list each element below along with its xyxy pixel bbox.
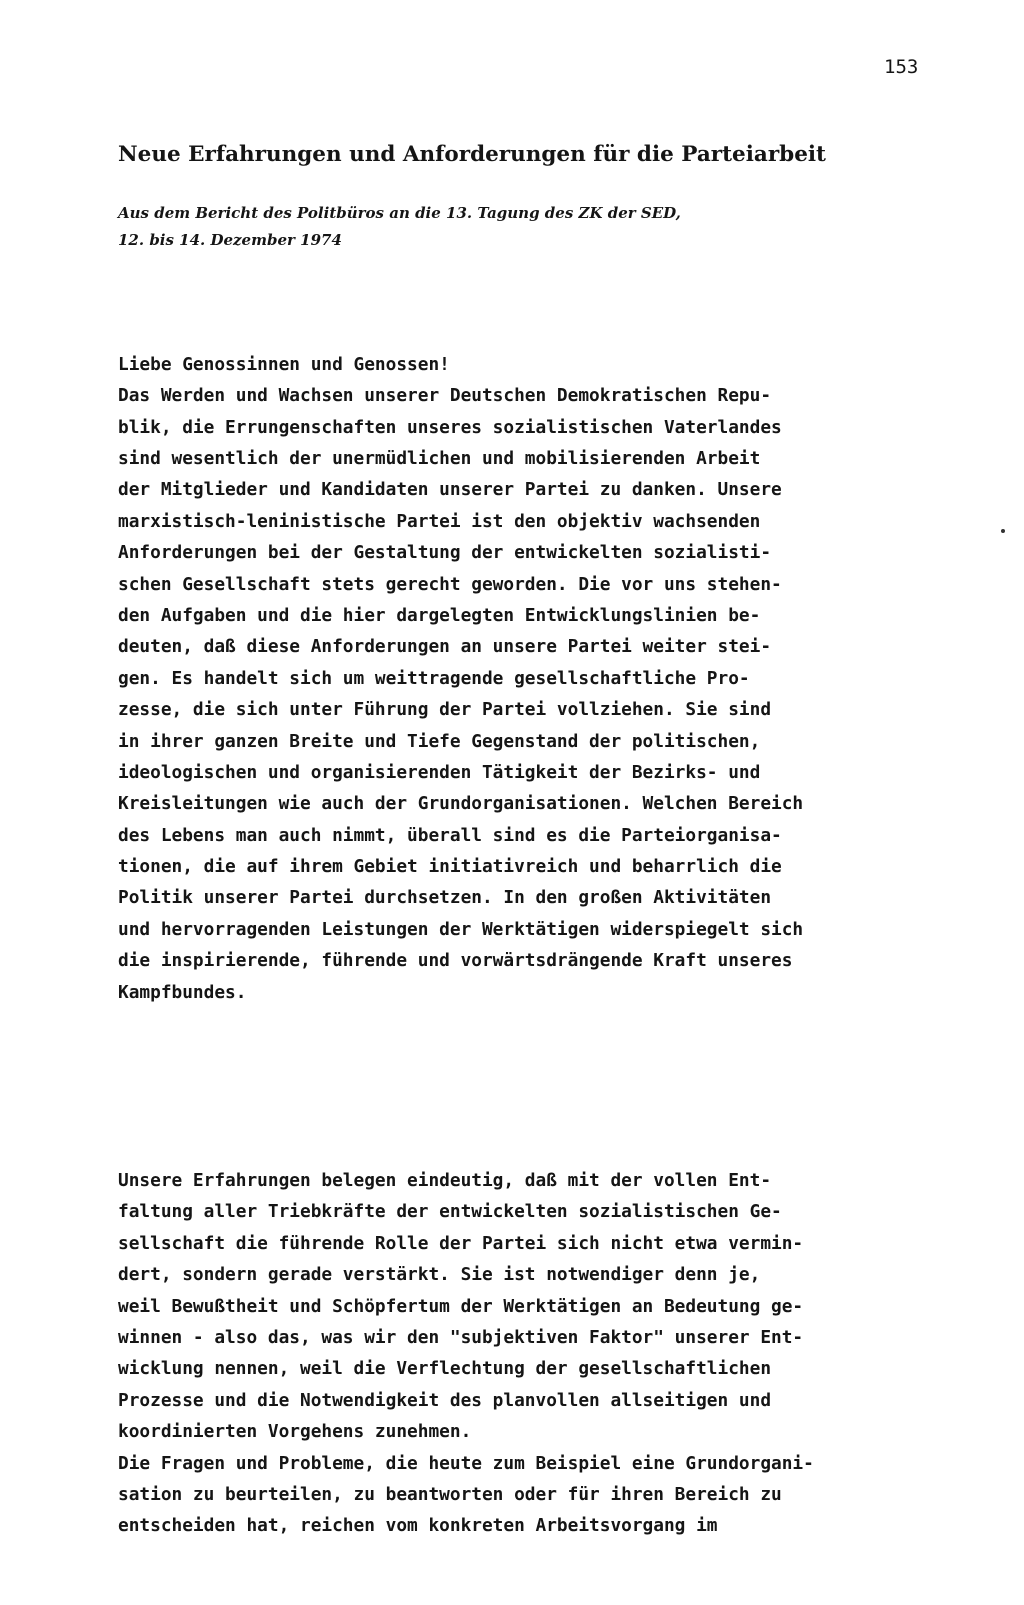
- text-line: in ihrer ganzen Breite und Tiefe Gegenstand der politischen,: [118, 730, 761, 752]
- text-line: weil Bewußtheit und Schöpfertum der Werktätigen an Bedeutung ge-: [118, 1295, 804, 1317]
- text-line: blik, die Errungenschaften unseres sozialistischen Vaterlandes: [118, 416, 782, 438]
- text-line: Die Fragen und Probleme, die heute zum Beispiel eine Grundorgani-: [118, 1452, 814, 1474]
- paragraph-2: [118, 1165, 814, 1542]
- page-title: Neue Erfahrungen und Anforderungen für die Parteiarbeit: [118, 142, 826, 167]
- paragraph-1: [118, 349, 814, 1008]
- body-text: [118, 286, 814, 1605]
- text-line: Liebe Genossinnen und Genossen!: [118, 353, 450, 375]
- text-line: den Aufgaben und die hier dargelegten Entwicklungslinien be-: [118, 604, 761, 626]
- text-line: entscheiden hat, reichen vom konkreten Arbeitsvorgang im: [118, 1515, 718, 1537]
- page-number: 153: [884, 56, 919, 78]
- text-line: sind wesentlich der unermüdlichen und mobilisierenden Arbeit: [118, 447, 761, 469]
- text-line: faltung aller Triebkräfte der entwickelten sozialistischen Ge-: [118, 1201, 782, 1223]
- text-line: sation zu beurteilen, zu beantworten oder für ihren Bereich zu: [118, 1483, 782, 1505]
- text-line: des Lebens man auch nimmt, überall sind es die Parteiorganisa-: [118, 824, 782, 846]
- subtitle-line: 12. bis 14. Dezember 1974: [118, 231, 342, 249]
- text-line: marxistisch-leninistische Partei ist den objektiv wachsenden: [118, 510, 761, 532]
- subtitle-line: Aus dem Bericht des Politbüros an die 13. Tagung des ZK der SED,: [118, 204, 681, 222]
- text-line: koordinierten Vorgehens zunehmen.: [118, 1421, 472, 1443]
- text-line: Das Werden und Wachsen unserer Deutschen Demokratischen Repu-: [118, 385, 772, 407]
- text-line: dert, sondern gerade verstärkt. Sie ist notwendiger denn je,: [118, 1264, 761, 1286]
- scan-speck: [1001, 529, 1005, 533]
- text-line: Anforderungen bei der Gestaltung der entwickelten sozialisti-: [118, 542, 772, 564]
- subtitle: [118, 200, 681, 254]
- text-line: zesse, die sich unter Führung der Partei vollziehen. Sie sind: [118, 699, 772, 721]
- text-line: deuten, daß diese Anforderungen an unsere Partei weiter stei-: [118, 636, 772, 658]
- text-line: wicklung nennen, weil die Verflechtung der gesellschaftlichen: [118, 1358, 772, 1380]
- text-line: Unsere Erfahrungen belegen eindeutig, daß mit der vollen Ent-: [118, 1170, 772, 1192]
- text-line: winnen - also das, was wir den "subjektiven Faktor" unserer Ent-: [118, 1326, 804, 1348]
- text-line: schen Gesellschaft stets gerecht geworden. Die vor uns stehen-: [118, 573, 782, 595]
- text-line: sellschaft die führende Rolle der Partei sich nicht etwa vermin-: [118, 1232, 804, 1254]
- text-line: Kampfbundes.: [118, 981, 247, 1003]
- text-line: gen. Es handelt sich um weittragende gesellschaftliche Pro-: [118, 667, 750, 689]
- text-line: Politik unserer Partei durchsetzen. In den großen Aktivitäten: [118, 887, 772, 909]
- text-line: Prozesse und die Notwendigkeit des planvollen allseitigen und: [118, 1389, 772, 1411]
- text-line: der Mitglieder und Kandidaten unserer Partei zu danken. Unsere: [118, 479, 782, 501]
- text-line: und hervorragenden Leistungen der Werktätigen widerspiegelt sich: [118, 918, 804, 940]
- text-line: Kreisleitungen wie auch der Grundorganisationen. Welchen Bereich: [118, 793, 804, 815]
- text-line: ideologischen und organisierenden Tätigkeit der Bezirks- und: [118, 761, 761, 783]
- text-line: die inspirierende, führende und vorwärtsdrängende Kraft unseres: [118, 950, 793, 972]
- paragraph-gap: [118, 1071, 814, 1102]
- text-line: tionen, die auf ihrem Gebiet initiativreich und beharrlich die: [118, 856, 782, 878]
